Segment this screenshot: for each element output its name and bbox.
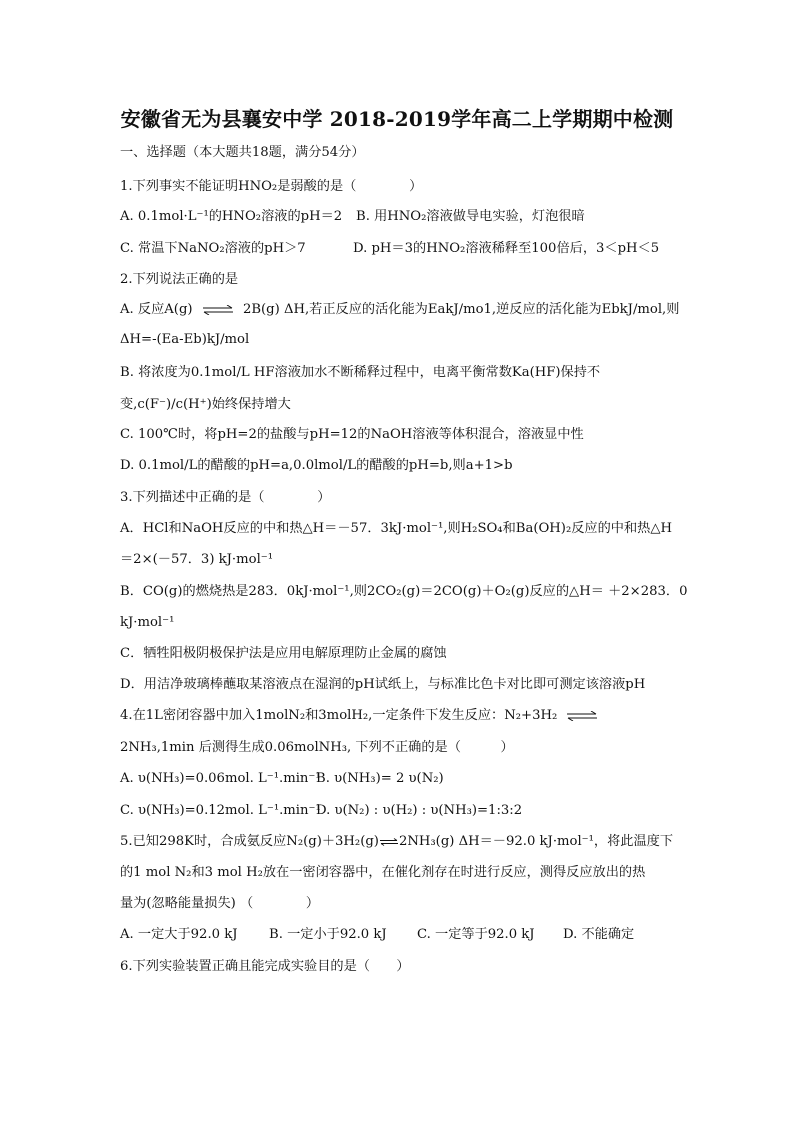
q4-option-d: D. υ(N₂) : υ(H₂) : υ(NH₃)=1:3:2 [316, 803, 523, 818]
q5-line2: 的1 mol N₂和3 mol H₂放在一密闭容器中，在催化剂存在时进行反应，测得反应放出的热 [120, 865, 646, 880]
q3-option-d: D．用洁净玻璃棒蘸取某溶液点在湿润的pH试纸上，与标准比色卡对比即可测定该溶液pH [120, 677, 646, 692]
equilibrium-arrow-icon [201, 305, 235, 315]
q2-option-a-line2: ΔH=-(Ea-Eb)kJ/mol [120, 332, 250, 347]
q1-option-b: B. 用HNO₂溶液做导电实验，灯泡很暗 [356, 209, 585, 224]
q4-stem-part1: 4.在1L密闭容器中加入1molN₂和3molH₂,一定条件下发生反应：N₂+3H₂ [120, 708, 558, 723]
q4-option-a: A. υ(NH₃)=0.06mol. L⁻¹.min⁻¹ [120, 771, 321, 786]
q4-stem-line2: 2NH₃,1min 后测得生成0.06molNH₃, 下列不正确的是（ ） [120, 740, 514, 755]
q5-line1-part1: 5.已知298K时，合成氨反应N₂(g)＋3H₂(g) [120, 834, 379, 849]
q4-option-c: C. υ(NH₃)=0.12mol. L⁻¹.min⁻¹ [120, 803, 321, 818]
q3-option-c: C．牺牲阳极阴极保护法是应用电解原理防止金属的腐蚀 [120, 646, 447, 661]
q2-option-d: D. 0.1mol/L的醋酸的pH=a,0.0lmol/L的醋酸的pH=b,则a+1>b [120, 458, 513, 473]
q3-option-a-line1: A．HCl和NaOH反应的中和热△H＝－57．3kJ·mol⁻¹,则H₂SO₄和Ba(OH)₂反应的中和热△H [120, 521, 672, 536]
q3-option-a-line2: ＝2×(－57．3) kJ·mol⁻¹ [120, 552, 274, 567]
q2-option-b-line2: 变,c(F⁻)/c(H⁺)始终保持增大 [120, 397, 291, 412]
q2-option-a-line1 [120, 301, 679, 319]
q1-option-a: A. 0.1mol·L⁻¹的HNO₂溶液的pH＝2 [120, 209, 343, 224]
q5-option-d: D. 不能确定 [563, 927, 635, 942]
q2-stem: 2.下列说法正确的是 [120, 272, 239, 287]
q1-option-d: D. pH＝3的HNO₂溶液稀释至100倍后，3＜pH＜5 [353, 241, 660, 256]
q5-line1-part2: 2NH₃(g) ΔH＝－92.0 kJ·mol⁻¹，将此温度下 [398, 834, 674, 849]
q5-option-a: A. 一定大于92.0 kJ [120, 927, 238, 942]
section-heading: 一、选择题（本大题共18题，满分54分） [120, 145, 365, 160]
q1-stem: 1.下列事实不能证明HNO₂是弱酸的是（ ） [120, 179, 423, 194]
q5-line3: 量为(忽略能量损失) （ ） [120, 896, 320, 911]
equilibrium-arrow-icon [565, 711, 599, 721]
page-title: 安徽省无为县襄安中学 2018-2019学年高二上学期期中检测 [120, 107, 674, 131]
q3-option-b-line2: kJ·mol⁻¹ [120, 615, 175, 630]
q4-option-b: B. υ(NH₃)= 2 υ(N₂) [316, 771, 444, 786]
q4-stem-line1 [120, 707, 603, 725]
q1-option-c: C. 常温下NaNO₂溶液的pH＞7 [120, 241, 306, 256]
q2-option-a-part2: 2B(g) ΔH,若正反应的活化能为EakJ/mo1,逆反应的活化能为EbkJ/mol,则 [242, 302, 680, 317]
q3-stem: 3.下列描述中正确的是（ ） [120, 490, 331, 505]
q5-option-c: C. 一定等于92.0 kJ [417, 927, 535, 942]
q2-option-b-line1: B. 将浓度为0.1mol/L HF溶液加水不断稀释过程中，电离平衡常数Ka(HF)保持不 [120, 365, 601, 380]
q2-option-a-part1: A. 反应A(g) [120, 302, 193, 317]
q5-option-b: B. 一定小于92.0 kJ [269, 927, 387, 942]
q6-stem: 6.下列实验装置正确且能完成实验目的是（ ） [120, 959, 410, 974]
equilibrium-arrow-icon [379, 838, 399, 846]
q2-option-c: C. 100℃时，将pH=2的盐酸与pH=12的NaOH溶液等体积混合，溶液显中性 [120, 427, 584, 442]
q3-option-b-line1: B．CO(g)的燃烧热是283．0kJ·mol⁻¹,则2CO₂(g)＝2CO(g)＋O₂(g)反应的△H＝ ＋2×283．0 [120, 584, 688, 599]
q5-line1 [120, 833, 673, 851]
